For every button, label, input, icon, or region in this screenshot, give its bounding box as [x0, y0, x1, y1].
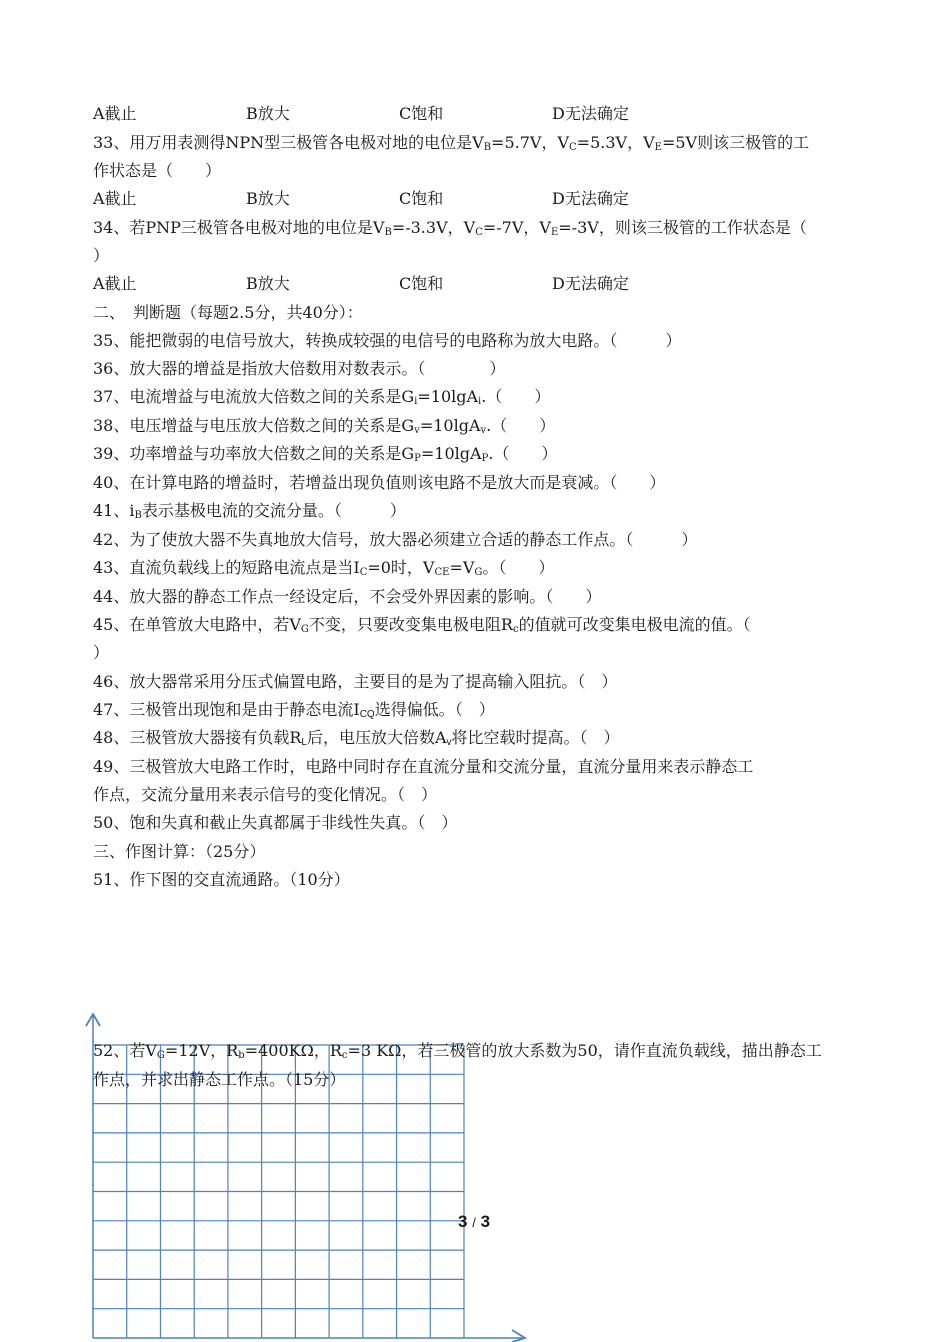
option-a: A截止 [93, 189, 137, 208]
question-45-line1: 45、在单管放大电路中，若$V_G$不变，只要改变集电极电阻$R_c$的值就可改变集电极电流的值。（ [93, 615, 751, 635]
option-c: C饱和 [399, 189, 444, 208]
question-44: 44、放大器的静态工作点一经设定后，不会受外界因素的影响。（ ） [93, 587, 602, 606]
question-51: 51、作下图的交直流通路。（10分） [93, 870, 350, 889]
question-33-line1: 33、用万用表测得NPN型三极管各电极对地的电位是$V_B=5.7V$，$V_C=5.3V$，$V_E=5V$则该三极管的工 [93, 133, 810, 153]
question-37: 37、电流增益与电流放大倍数之间的关系是$G_i=10\lg A_i$.（ ） [93, 387, 551, 407]
option-c: C饱和 [399, 274, 444, 293]
question-52-line1: 52、若$V_G=12V$，$R_b=400K\Omega$，$R_c=3$ KΩ，若三极管的放大系数为50，请作直流负载线，描出静态工 [93, 1041, 822, 1061]
option-a: A截止 [93, 274, 137, 293]
question-38: 38、电压增益与电压放大倍数之间的关系是$G_v=10\lg A_v$.（ ） [93, 416, 556, 436]
question-45-line2: ） [93, 643, 110, 662]
question-50: 50、饱和失真和截止失真都属于非线性失真。（ ） [93, 813, 458, 832]
option-d: D无法确定 [552, 274, 629, 293]
question-52-line2: 作点，并求出静态工作点。（15分） [93, 1070, 346, 1089]
question-34-line1: 34、若PNP三极管各电极对地的电位是$V_B=-3.3V$，$V_C=-7V$，$V_E=-3V$，则该三极管的工作状态是（ [93, 218, 807, 238]
option-c: C饱和 [399, 104, 444, 123]
question-36: 36、放大器的增益是指放大倍数用对数表示。（ ） [93, 359, 506, 378]
x-axis-arrow [512, 1330, 525, 1342]
question-33-line2: 作状态是（ ） [93, 161, 222, 180]
section-3-heading: 三、作图计算：（25分） [93, 842, 266, 861]
option-d: D无法确定 [552, 189, 629, 208]
page-number: 3 / 3 [458, 1212, 491, 1231]
question-35: 35、能把微弱的电信号放大，转换成较强的电信号的电路称为放大电路。（ ） [93, 331, 682, 350]
question-40: 40、在计算电路的增益时，若增益出现负值则该电路不是放大而是衰减。（ ） [93, 473, 666, 492]
option-a: A截止 [93, 104, 137, 123]
section-2-heading: 二、 判断题（每题2.5分，共40分）： [93, 303, 363, 322]
question-39: 39、功率增益与功率放大倍数之间的关系是$G_P=10\lg A_P$.（ ） [93, 444, 558, 464]
question-46: 46、放大器常采用分压式偏置电路，主要目的是为了提高输入阻抗。（ ） [93, 672, 618, 691]
question-34-line2: ） [93, 246, 110, 265]
option-d: D无法确定 [552, 104, 629, 123]
option-b: B放大 [246, 189, 290, 208]
question-48: 48、三极管放大器接有负载$R_L$后，电压放大倍数$A_v$将比空载时提高。（ ） [93, 728, 620, 748]
question-42: 42、为了使放大器不失真地放大信号，放大器必须建立合适的静态工作点。（ ） [93, 530, 698, 549]
question-43: 43、直流负载线上的短路电流点是当$I_C=0$时，$V_{CE}=V_G$。（ ） [93, 558, 555, 578]
question-49-line2: 作点，交流分量用来表示信号的变化情况。（ ） [93, 785, 438, 804]
option-b: B放大 [246, 104, 290, 123]
question-41: 41、$i_B$表示基极电流的交流分量。（ ） [93, 501, 406, 521]
question-47: 47、三极管出现饱和是由于静态电流$I_{CQ}$选得偏低。（ ） [93, 700, 495, 720]
option-b: B放大 [246, 274, 290, 293]
question-49-line1: 49、三极管放大电路工作时，电路中同时存在直流分量和交流分量，直流分量用来表示静态工 [93, 757, 754, 776]
